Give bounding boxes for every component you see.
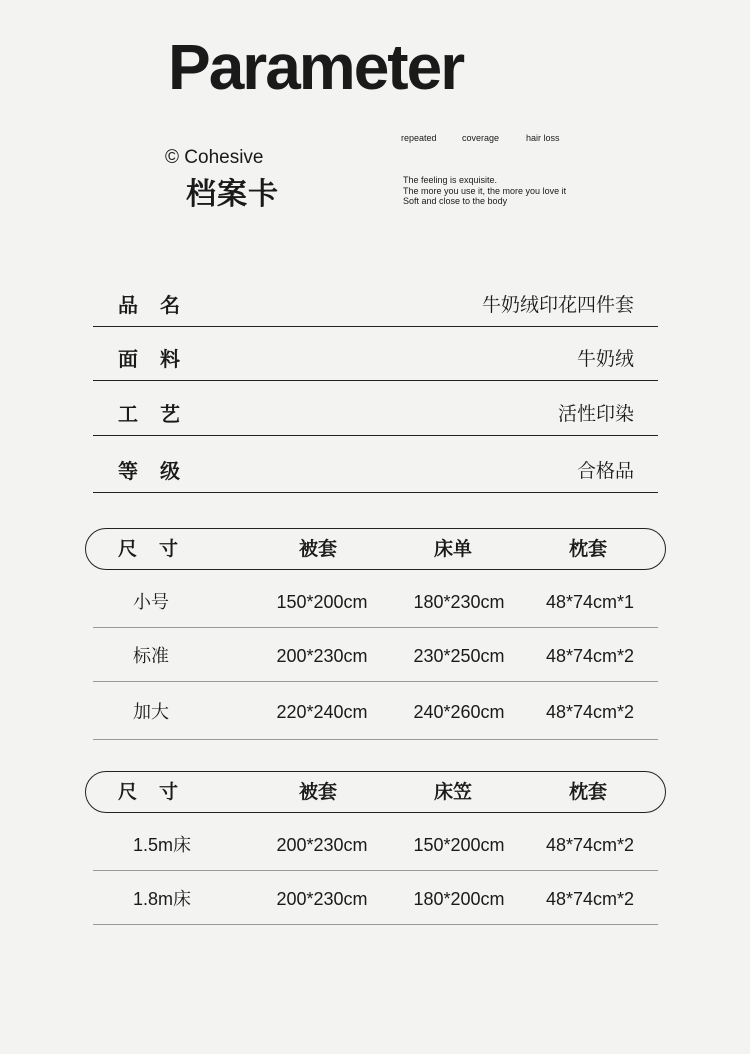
table-cell: 180*230cm <box>413 592 505 612</box>
table-header-cell: 尺寸 <box>118 781 201 803</box>
tag-coverage: coverage <box>462 133 500 143</box>
table-cell: 小号 <box>133 592 169 612</box>
spec-value: 活性印染 <box>557 403 634 425</box>
table-cell: 200*230cm <box>276 646 368 666</box>
table-cell: 200*230cm <box>276 835 368 855</box>
tagline <box>403 175 566 207</box>
spec-label: 工艺 <box>118 402 202 426</box>
table-row <box>93 871 658 925</box>
table-cell: 1.5m床 <box>133 835 192 855</box>
spec-value: 合格品 <box>576 460 634 482</box>
table-cell: 48*74cm*2 <box>545 835 635 855</box>
tagline-line: Soft and close to the body <box>403 196 508 206</box>
table-cell: 加大 <box>133 702 169 722</box>
table-cell: 1.8m床 <box>133 889 192 909</box>
brand-name: © Cohesive <box>165 147 264 168</box>
spec-row-process <box>93 396 658 436</box>
table-row <box>93 682 658 740</box>
table-cell: 230*250cm <box>413 646 505 666</box>
table-header-cell: 尺寸 <box>118 538 201 560</box>
table-row <box>93 574 658 628</box>
table-cell: 48*74cm*2 <box>545 646 635 666</box>
table-cell: 48*74cm*1 <box>545 592 635 612</box>
table-cell: 180*200cm <box>413 889 505 909</box>
table-cell: 48*74cm*2 <box>545 889 635 909</box>
table-header-cell: 枕套 <box>568 538 608 560</box>
spec-value: 牛奶绒 <box>576 348 634 370</box>
table-header-cell: 床笠 <box>433 781 473 803</box>
spec-row-grade <box>93 453 658 493</box>
page-title: Parameter <box>168 31 464 103</box>
tag-hair-loss: hair loss <box>526 133 560 143</box>
tag-repeated: repeated <box>401 133 437 143</box>
table-cell: 200*230cm <box>276 889 368 909</box>
table-row <box>93 817 658 871</box>
card-subtitle: 档案卡 <box>186 177 279 212</box>
table-cell: 150*200cm <box>276 592 368 612</box>
spec-label: 面料 <box>118 347 202 371</box>
tagline-line: The feeling is exquisite. <box>403 175 498 185</box>
table-header-cell: 枕套 <box>568 781 608 803</box>
spec-value: 牛奶绒印花四件套 <box>481 294 634 316</box>
spec-label: 等级 <box>118 459 202 483</box>
table-header-cell: 床单 <box>433 538 473 560</box>
table-cell: 150*200cm <box>413 835 505 855</box>
spec-row-fabric <box>93 341 658 381</box>
table-cell: 48*74cm*2 <box>545 702 635 722</box>
tagline-line: The more you use it, the more you love it <box>403 185 567 196</box>
spec-label: 品名 <box>118 293 202 317</box>
table-cell: 标准 <box>133 646 169 666</box>
table-cell: 220*240cm <box>276 702 368 722</box>
table-header-cell: 被套 <box>298 538 338 560</box>
spec-row-name <box>93 287 658 327</box>
size-table-1-header <box>85 528 666 570</box>
table-row <box>93 628 658 682</box>
size-table-2-header <box>85 771 666 813</box>
table-header-cell: 被套 <box>298 781 338 803</box>
table-cell: 240*260cm <box>413 702 505 722</box>
